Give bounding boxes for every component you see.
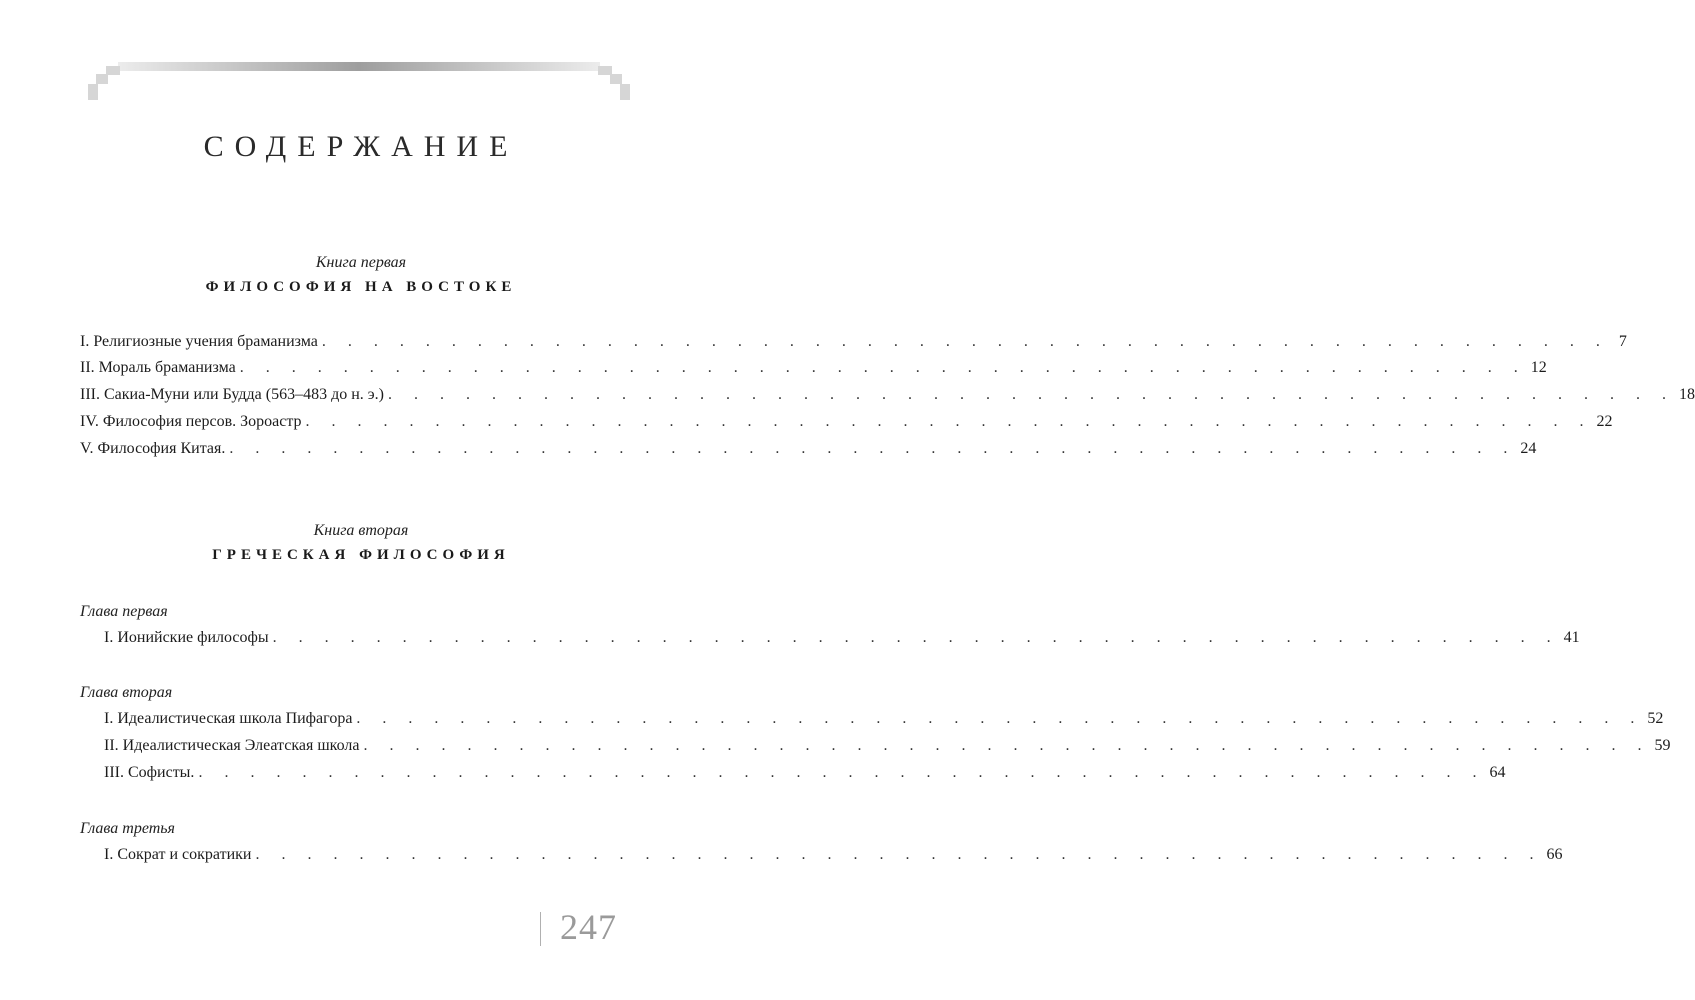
dot-leader: . . . . . . . . . . . . . . . . . . . . . . . . . . . . . . . . . . . . . . . . . . . . . . . . . . (229, 440, 1517, 457)
toc-entry-page: 22 (1596, 413, 1613, 430)
toc-entry-title: III. Сакиа-Муни или Будда (563–483 до н. э.) (80, 386, 384, 403)
dot-leader: . . . . . . . . . . . . . . . . . . . . . . . . . . . . . . . . . . . . . . . . . . . . . . . . . . (198, 764, 1486, 781)
chapter-label: Глава вторая (80, 684, 173, 701)
toc-entry-title: II. Мораль браманизма (80, 359, 236, 376)
dot-leader: . . . . . . . . . . . . . . . . . . . . . . . . . . . . . . . . . . . . . . . . . . . . . . . . . . (239, 359, 1527, 376)
toc-entry[interactable] (104, 764, 1506, 786)
page-title: СОДЕРЖАНИЕ (203, 130, 519, 163)
header-ornament (88, 62, 630, 104)
toc-entry-page: 64 (1489, 764, 1506, 781)
ornament-left-step (88, 84, 98, 100)
toc-entry-page: 52 (1647, 710, 1664, 727)
ornament-right-step (610, 74, 622, 84)
toc-entry-title: I. Религиозные учения браманизма (80, 333, 318, 350)
ornament-left-step (96, 74, 108, 84)
toc-entry-page: 18 (1678, 386, 1695, 403)
toc-entry[interactable] (104, 846, 1563, 868)
toc-entry-title: I. Ионийские философы (104, 629, 269, 646)
dot-leader: . . . . . . . . . . . . . . . . . . . . . . . . . . . . . . . . . . . . . . . . . . . . . . . . . . (363, 737, 1651, 754)
toc-entry[interactable] (104, 737, 1671, 759)
toc-entry-title: I. Идеалистическая школа Пифагора (104, 710, 353, 727)
toc-entry-title: V. Философия Китая. (80, 440, 226, 457)
toc-entry-title: I. Сократ и сократики (104, 846, 252, 863)
chapter-label: Глава первая (80, 603, 168, 620)
toc-entry-page: 12 (1530, 359, 1547, 376)
toc-entry[interactable] (80, 359, 1547, 381)
ornament-right-step (620, 84, 630, 100)
toc-entry[interactable] (80, 440, 1537, 462)
toc-entry[interactable] (104, 629, 1580, 651)
toc-entry-title: IV. Философия персов. Зороастр (80, 413, 302, 430)
dot-leader: . . . . . . . . . . . . . . . . . . . . . . . . . . . . . . . . . . . . . . . . . . . . . . . . . . (356, 710, 1644, 727)
toc-entry-page: 7 (1618, 333, 1627, 350)
toc-entry[interactable] (80, 333, 1627, 355)
dot-leader: . . . . . . . . . . . . . . . . . . . . . . . . . . . . . . . . . . . . . . . . . . . . . . . . . . (387, 386, 1675, 403)
folio-divider (540, 912, 541, 946)
ornament-left-step (106, 66, 120, 75)
dot-leader: . . . . . . . . . . . . . . . . . . . . . . . . . . . . . . . . . . . . . . . . . . . . . . . . . . (255, 846, 1543, 863)
page-number: 247 (560, 907, 617, 947)
toc-entry[interactable] (104, 710, 1664, 732)
book-label: Книга первая (315, 254, 407, 271)
dot-leader: . . . . . . . . . . . . . . . . . . . . . . . . . . . . . . . . . . . . . . . . . . . . . . . . . . (305, 413, 1593, 430)
dot-leader: . . . . . . . . . . . . . . . . . . . . . . . . . . . . . . . . . . . . . . . . . . . . . . . . . . (272, 629, 1560, 646)
toc-entry-page: 24 (1520, 440, 1537, 457)
toc-entry-page: 59 (1654, 737, 1671, 754)
book-heading: ФИЛОСОФИЯ НА ВОСТОКЕ (205, 279, 517, 295)
toc-entry-page: 66 (1546, 846, 1563, 863)
toc-entry-page: 41 (1563, 629, 1580, 646)
book-label: Книга вторая (313, 522, 409, 539)
toc-entry[interactable] (80, 386, 1695, 408)
chapter-label: Глава третья (80, 820, 175, 837)
toc-entry-title: II. Идеалистическая Элеатская школа (104, 737, 360, 754)
ornament-bar (118, 62, 600, 71)
toc-entry-title: III. Софисты. (104, 764, 195, 781)
book-heading: ГРЕЧЕСКАЯ ФИЛОСОФИЯ (212, 547, 510, 563)
toc-entry[interactable] (80, 413, 1613, 435)
dot-leader: . . . . . . . . . . . . . . . . . . . . . . . . . . . . . . . . . . . . . . . . . . . . . . . . . . (321, 333, 1609, 350)
